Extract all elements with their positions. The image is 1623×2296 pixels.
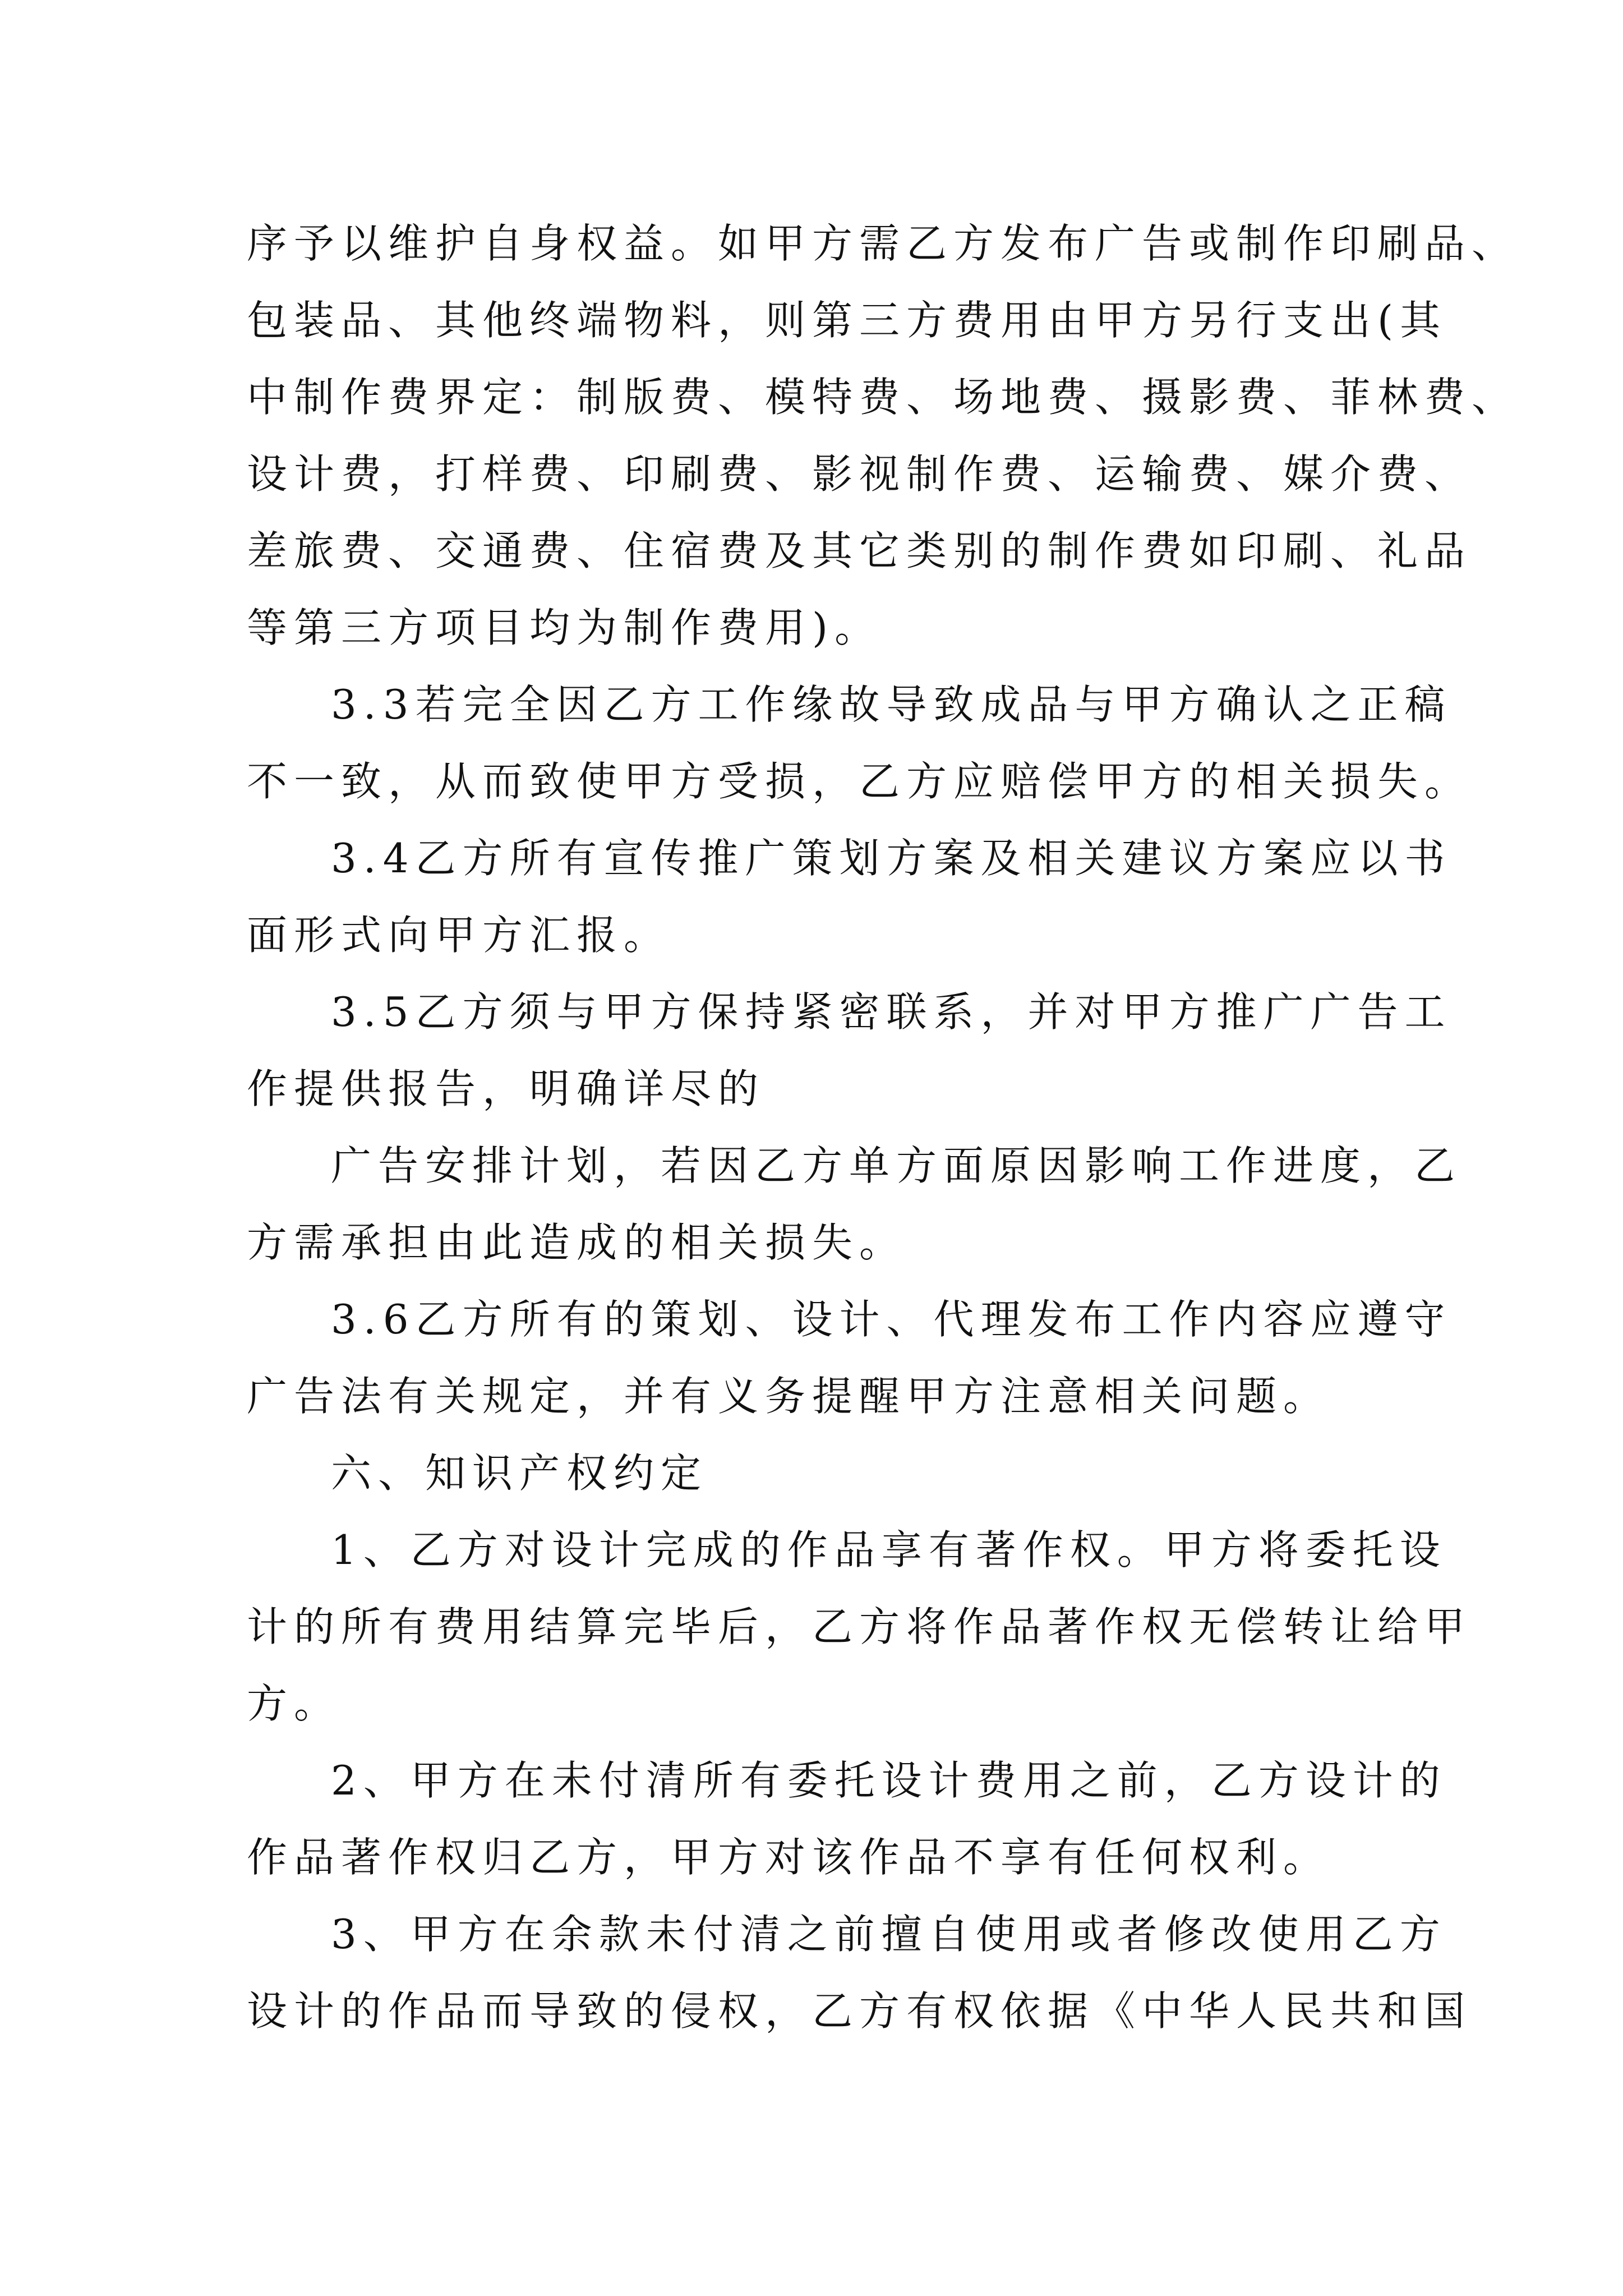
text-line: 3.4乙方所有宣传推广策划方案及相关建议方案应以书 <box>331 835 1452 882</box>
text-line: 2、甲方在未付清所有委托设计费用之前，乙方设计的 <box>331 1757 1447 1804</box>
text-line: 差旅费、交通费、住宿费及其它类别的制作费如印刷、礼品 <box>247 527 1472 574</box>
text-line: 包装品、其他终端物料，则第三方费用由甲方另行支出(其 <box>247 297 1447 344</box>
text-line: 方。 <box>247 1680 342 1727</box>
text-line: 面形式向甲方汇报。 <box>247 912 671 959</box>
text-line: 广告安排计划，若因乙方单方面原因影响工作进度，乙 <box>331 1142 1462 1189</box>
text-line: 作品著作权归乙方，甲方对该作品不享有任何权利。 <box>247 1834 1331 1881</box>
text-line: 3.6乙方所有的策划、设计、代理发布工作内容应遵守 <box>331 1296 1452 1343</box>
text-line: 1、乙方对设计完成的作品享有著作权。甲方将委托设 <box>331 1526 1447 1573</box>
text-line: 方需承担由此造成的相关损失。 <box>247 1219 907 1266</box>
text-line: 3.3若完全因乙方工作缘故导致成品与甲方确认之正稿 <box>331 681 1452 728</box>
text-line: 计的所有费用结算完毕后，乙方将作品著作权无偿转让给甲 <box>247 1603 1472 1650</box>
text-line: 广告法有关规定，并有义务提醒甲方注意相关问题。 <box>247 1373 1331 1420</box>
text-line: 等第三方项目均为制作费用)。 <box>247 604 882 651</box>
text-line: 3、甲方在余款未付清之前擅自使用或者修改使用乙方 <box>331 1911 1447 1958</box>
text-line: 作提供报告，明确详尽的 <box>247 1065 766 1112</box>
text-line: 3.5乙方须与甲方保持紧密联系，并对甲方推广广告工 <box>331 988 1452 1036</box>
text-line: 序予以维护自身权益。如甲方需乙方发布广告或制作印刷品、 <box>247 220 1519 267</box>
text-line: 中制作费界定：制版费、模特费、场地费、摄影费、菲林费、 <box>247 374 1519 421</box>
section-heading: 六、知识产权约定 <box>331 1450 708 1497</box>
text-line: 设计的作品而导致的侵权，乙方有权依据《中华人民共和国 <box>247 1987 1472 2035</box>
text-line: 不一致，从而致使甲方受损，乙方应赔偿甲方的相关损失。 <box>247 758 1472 805</box>
text-line: 设计费，打样费、印刷费、影视制作费、运输费、媒介费、 <box>247 450 1472 498</box>
